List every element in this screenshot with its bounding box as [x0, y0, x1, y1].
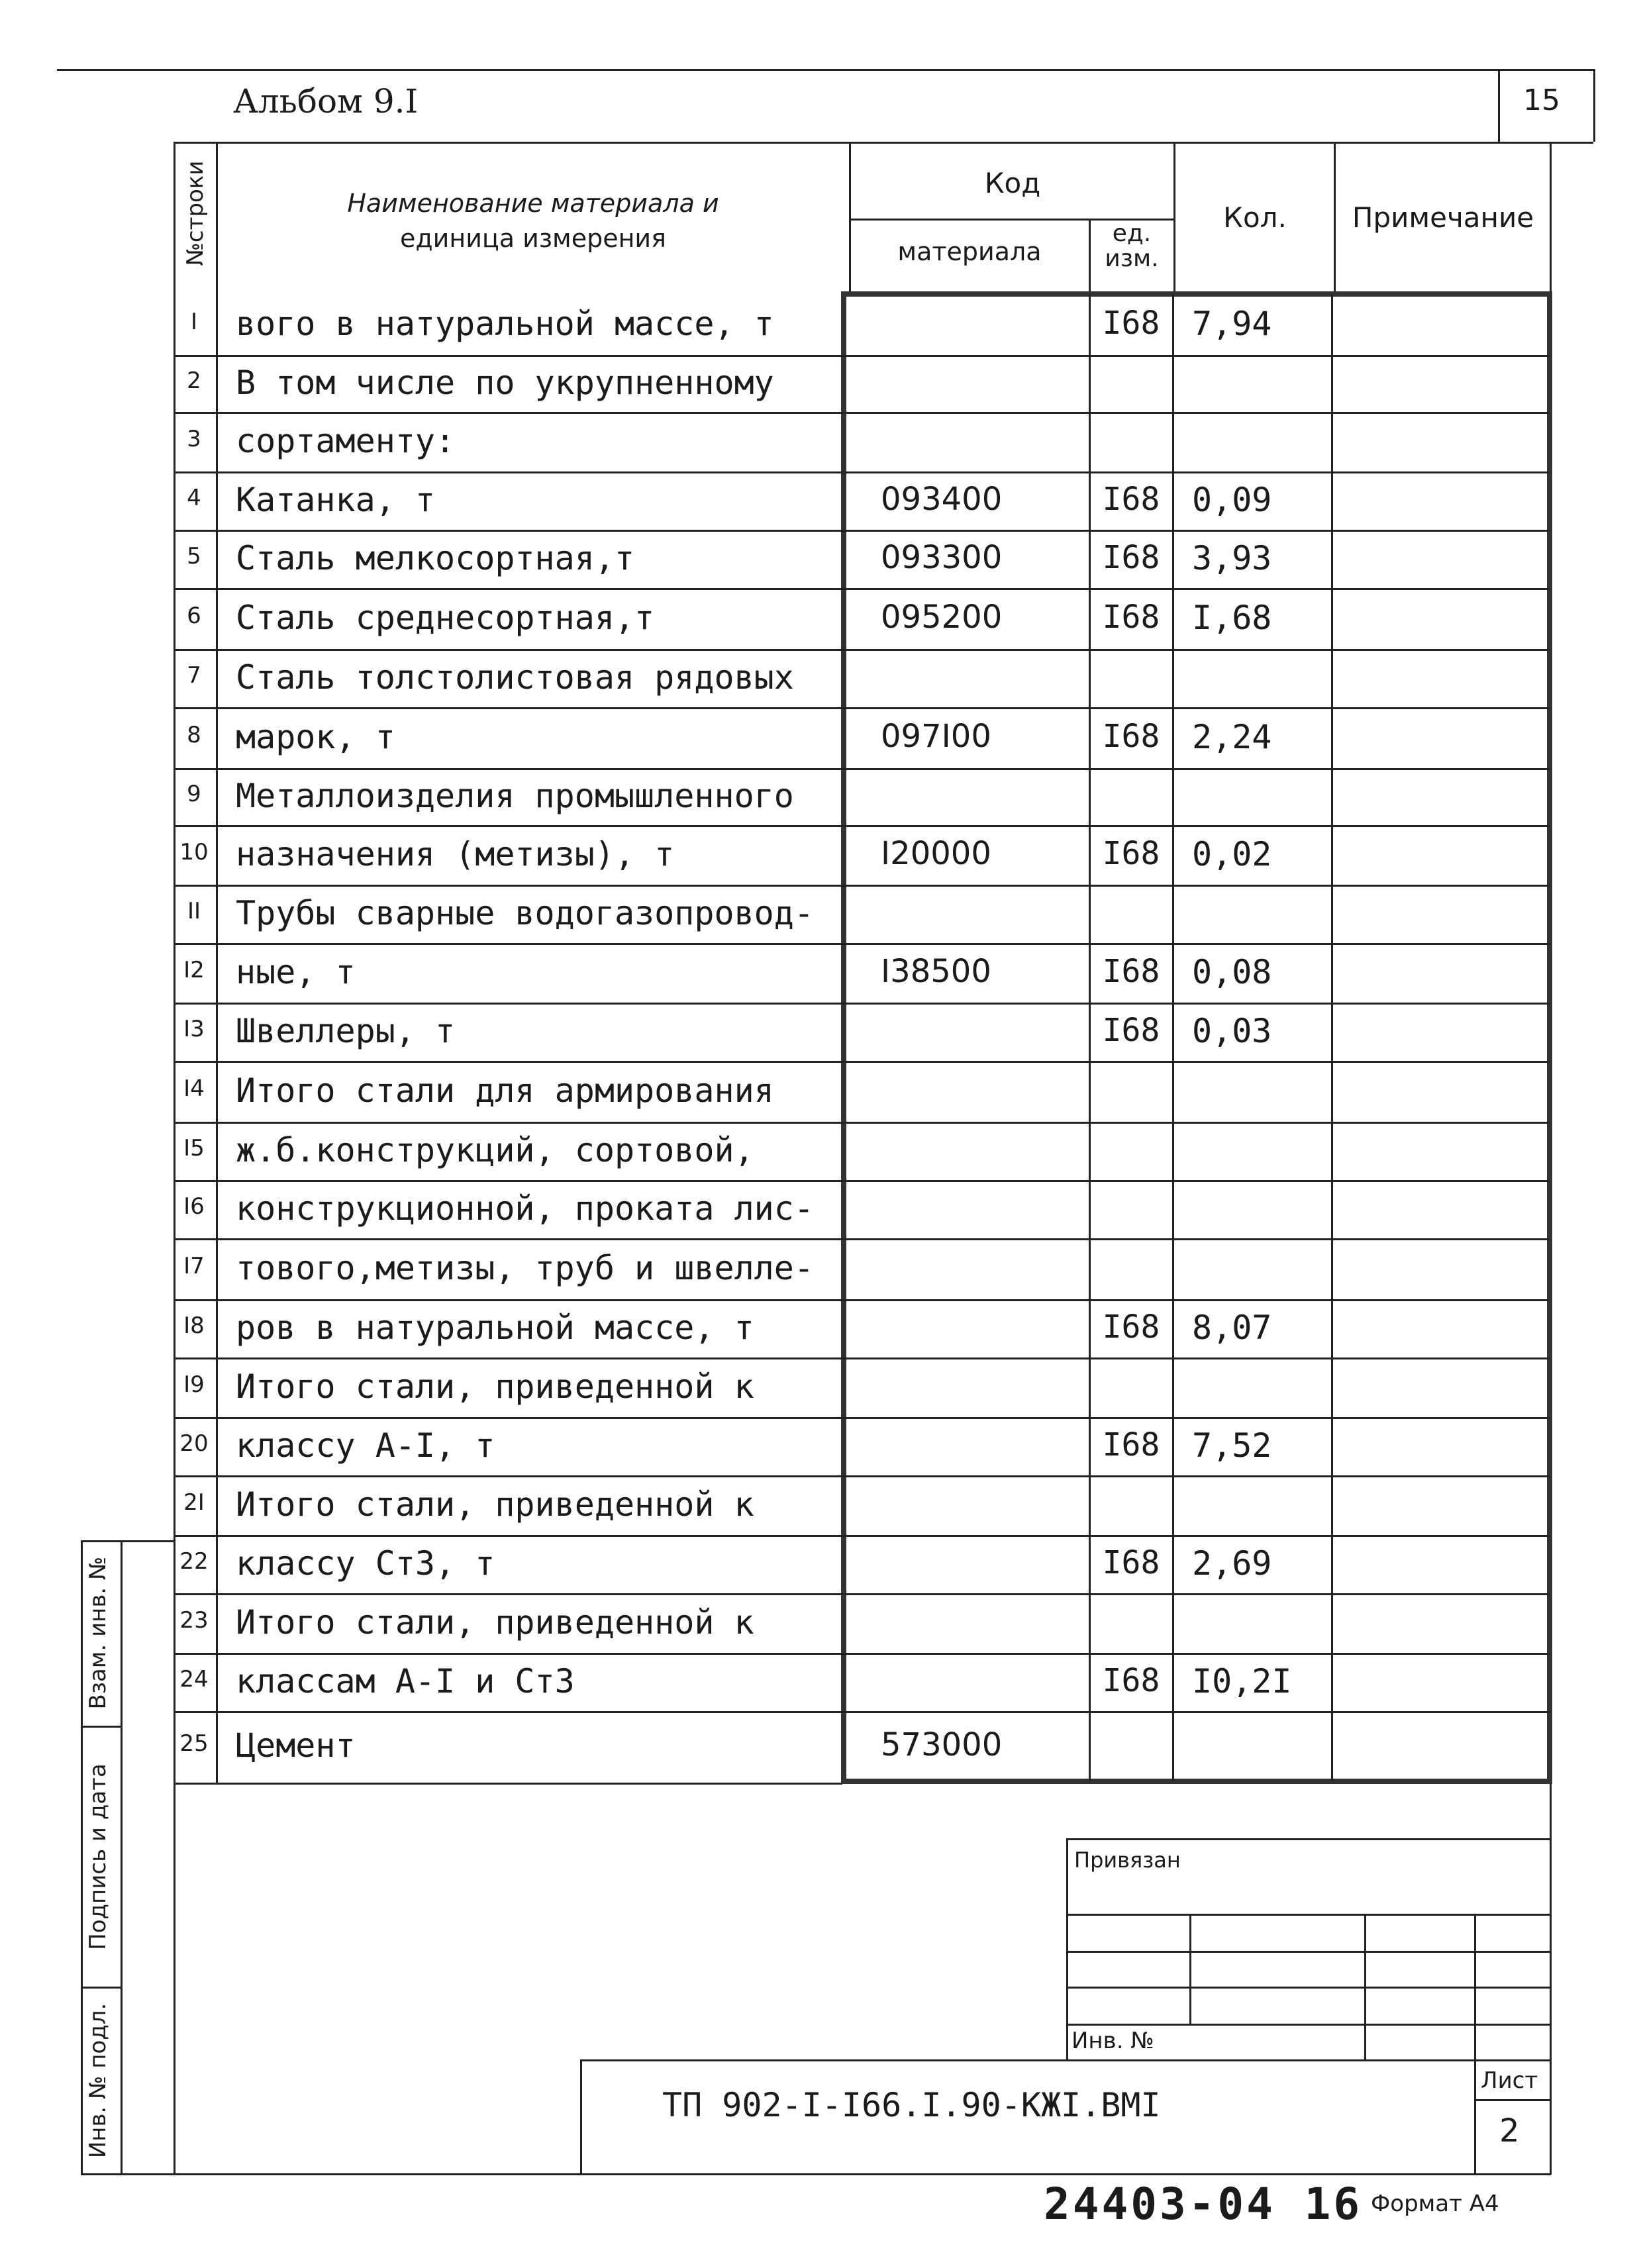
side-stamp-inner [121, 1540, 123, 2175]
row-number: 23 [179, 1607, 209, 1634]
row-separator [175, 1238, 1550, 1240]
qty-header: Кол. [1223, 201, 1287, 234]
format-label: Формат А4 [1371, 2191, 1499, 2217]
row-separator [175, 1180, 1550, 1182]
material-name: назначения (метизы), т [236, 835, 675, 873]
tb-row1 [1066, 1914, 1550, 1916]
quantity: 0,03 [1192, 1012, 1272, 1050]
row-separator [175, 1535, 1550, 1537]
material-name: Швеллеры, т [236, 1012, 456, 1050]
row-number: 9 [187, 781, 201, 807]
row-number: I8 [183, 1312, 205, 1339]
quantity: 7,94 [1192, 305, 1272, 343]
row-number: 7 [187, 662, 201, 689]
row-separator [175, 1653, 1550, 1655]
unit-code: I68 [1102, 718, 1160, 755]
row-separator [175, 707, 1550, 709]
row-separator [175, 1122, 1550, 1124]
row-number: I2 [183, 957, 205, 983]
side-stamp-outer-left [81, 1540, 83, 2175]
row-number: 25 [179, 1730, 209, 1757]
material-name: марок, т [236, 718, 395, 756]
frame-bottom-line [81, 2173, 1551, 2175]
material-code: 573000 [881, 1726, 1003, 1763]
tb-doc-top [580, 2059, 1550, 2061]
row-separator [175, 943, 1550, 945]
row-number: 22 [179, 1548, 209, 1575]
code-unit-header-line1: ед. [1112, 220, 1152, 247]
name-header-line2: единица измерения [400, 224, 666, 253]
material-name: Сталь мелкосортная,т [236, 539, 635, 577]
col-divider-rownum [216, 142, 218, 1784]
row-separator [175, 1357, 1550, 1359]
row-separator [175, 649, 1550, 651]
material-name: тового,метизы, труб и швелле- [236, 1249, 814, 1287]
podpis-data-label: Подпись и дата [85, 1763, 111, 1950]
unit-code: I68 [1102, 953, 1160, 990]
tb-row4 [1066, 2024, 1550, 2026]
row-number: I5 [183, 1135, 205, 1161]
row-separator [175, 1417, 1550, 1419]
body-col-qty-left [1172, 294, 1174, 1781]
tb-top [1066, 1838, 1550, 1840]
code-unit-header [1090, 221, 1173, 271]
tb-col1 [1189, 1914, 1191, 2024]
row-number: 8 [187, 722, 201, 748]
body-thick-left [841, 291, 846, 1781]
note-header: Примечание [1352, 201, 1534, 234]
col-divider-qty-left [1173, 142, 1175, 294]
stamp-number: 24403-04 16 [1044, 2179, 1363, 2230]
material-name: В том числе по укрупненному [236, 364, 774, 402]
col-divider-code-left [849, 142, 851, 294]
album-label: Альбом 9.I [233, 82, 419, 121]
row-separator [175, 825, 1550, 827]
row-separator [175, 355, 1550, 357]
col-divider-note-left [1334, 142, 1336, 294]
row-number: 5 [187, 543, 201, 569]
row-number: 10 [179, 839, 209, 865]
unit-code: I68 [1102, 599, 1160, 636]
unit-code: I68 [1102, 1544, 1160, 1581]
row-number: I4 [183, 1075, 205, 1102]
unit-code: I68 [1102, 1012, 1160, 1049]
unit-code: I68 [1102, 481, 1160, 518]
tb-doc-left [580, 2059, 582, 2175]
material-name: Металлоизделия промышленного [236, 777, 794, 815]
unit-code: I68 [1102, 539, 1160, 576]
body-thick-top [841, 291, 1552, 297]
row-number-header: №строки [182, 160, 209, 266]
tb-col3 [1474, 1914, 1476, 2061]
row-separator [175, 1593, 1550, 1595]
tb-sheet-div [1474, 2099, 1550, 2101]
vzam-inv-label: Взам. инв. № [85, 1556, 111, 1710]
material-name: сортаменту: [236, 422, 456, 460]
tb-row3 [1066, 1987, 1550, 1989]
material-code: I38500 [881, 953, 991, 990]
tb-col2 [1364, 1914, 1366, 2061]
quantity: 0,02 [1192, 835, 1272, 873]
quantity: 7,52 [1192, 1426, 1272, 1465]
row-number: 4 [187, 485, 201, 511]
row-separator [175, 412, 1550, 414]
material-code: I20000 [881, 835, 991, 872]
body-col-note-left [1331, 294, 1333, 1781]
row-number: I [190, 309, 198, 335]
row-number: II [187, 898, 201, 924]
material-name: конструкционной, проката лис- [236, 1189, 814, 1228]
row-number: 24 [179, 1666, 209, 1693]
material-name: классу А-I, т [236, 1426, 495, 1465]
body-thick-bottom [841, 1779, 1552, 1784]
row-separator [175, 1711, 1550, 1713]
document-code: ТП 902-I-I66.I.90-КЖI.ВМI [662, 2086, 1161, 2124]
material-name: Трубы сварные водогазопровод- [236, 894, 814, 932]
body-col-unit-left [1089, 294, 1091, 1781]
row-separator [175, 1061, 1550, 1063]
row-separator [175, 588, 1550, 590]
material-name: ные, т [236, 953, 356, 991]
page-number-box-divider [1498, 69, 1500, 142]
row-number: I6 [183, 1193, 205, 1220]
material-name: Катанка, т [236, 481, 436, 519]
tb-left [1066, 1838, 1068, 2061]
quantity: 0,08 [1192, 953, 1272, 991]
top-border-line [57, 69, 1593, 71]
row-number: 2 [187, 368, 201, 394]
material-name: классам А-I и Ст3 [236, 1662, 575, 1701]
quantity: 3,93 [1192, 539, 1272, 577]
body-bottom-line [175, 1783, 842, 1785]
material-name: Итого стали, приведенной к [236, 1485, 754, 1524]
material-name: Итого стали, приведенной к [236, 1603, 754, 1642]
material-name: Сталь толстолистовая рядовых [236, 658, 794, 697]
unit-code: I68 [1102, 305, 1160, 342]
tb-sheet-left [1474, 2059, 1476, 2175]
row-number: I9 [183, 1371, 205, 1398]
row-separator [175, 1475, 1550, 1477]
material-name: Сталь среднесортная,т [236, 599, 655, 637]
body-thick-right [1547, 291, 1552, 1781]
quantity: 8,07 [1192, 1308, 1272, 1347]
name-header-line1: Наименование материала и [347, 189, 719, 218]
unit-code: I68 [1102, 1426, 1160, 1463]
quantity: 2,24 [1192, 718, 1272, 756]
code-header: Код [984, 167, 1041, 199]
inv-podl-label: Инв. № подл. [85, 2002, 111, 2159]
row-separator [175, 768, 1550, 770]
row-separator [175, 530, 1550, 532]
material-code: 093300 [881, 539, 1003, 576]
inv-no-label: Инв. № [1071, 2028, 1154, 2054]
page-number: 15 [1523, 83, 1560, 117]
code-unit-header-line2: изм. [1105, 245, 1159, 272]
row-number: 6 [187, 603, 201, 629]
material-name: Итого стали, приведенной к [236, 1367, 754, 1406]
material-name: ж.б.конструкций, сортовой, [236, 1131, 754, 1169]
sheet-number: 2 [1499, 2112, 1520, 2149]
unit-code: I68 [1102, 835, 1160, 872]
material-name: вого в натуральной массе, т [236, 305, 774, 343]
sheet-label: Лист [1481, 2067, 1538, 2094]
page-number-box-right [1593, 69, 1595, 142]
unit-code: I68 [1102, 1308, 1160, 1346]
material-name: ров в натуральной массе, т [236, 1308, 754, 1347]
row-number: 20 [179, 1430, 209, 1457]
privyazan-label: Привязан [1074, 1848, 1181, 1873]
quantity: 2,69 [1192, 1544, 1272, 1583]
row-number: I7 [183, 1253, 205, 1279]
quantity: I0,2I [1192, 1662, 1292, 1701]
material-name: Цемент [236, 1726, 356, 1765]
material-name: классу Ст3, т [236, 1544, 495, 1583]
quantity: I,68 [1192, 599, 1272, 637]
row-separator [175, 1299, 1550, 1301]
quantity: 0,09 [1192, 481, 1272, 519]
unit-code: I68 [1102, 1662, 1160, 1699]
row-separator [175, 885, 1550, 887]
row-number: 3 [187, 426, 201, 452]
material-code: 093400 [881, 481, 1003, 518]
row-separator [175, 1003, 1550, 1005]
code-material-header: материала [897, 237, 1042, 266]
row-number: I3 [183, 1016, 205, 1042]
material-code: 097I00 [881, 718, 991, 755]
tb-row2 [1066, 1951, 1550, 1953]
row-number: 2I [183, 1489, 205, 1516]
material-code: 095200 [881, 599, 1003, 636]
frame-top-line [175, 142, 1593, 144]
row-separator [175, 471, 1550, 473]
material-name: Итого стали для армирования [236, 1071, 774, 1110]
